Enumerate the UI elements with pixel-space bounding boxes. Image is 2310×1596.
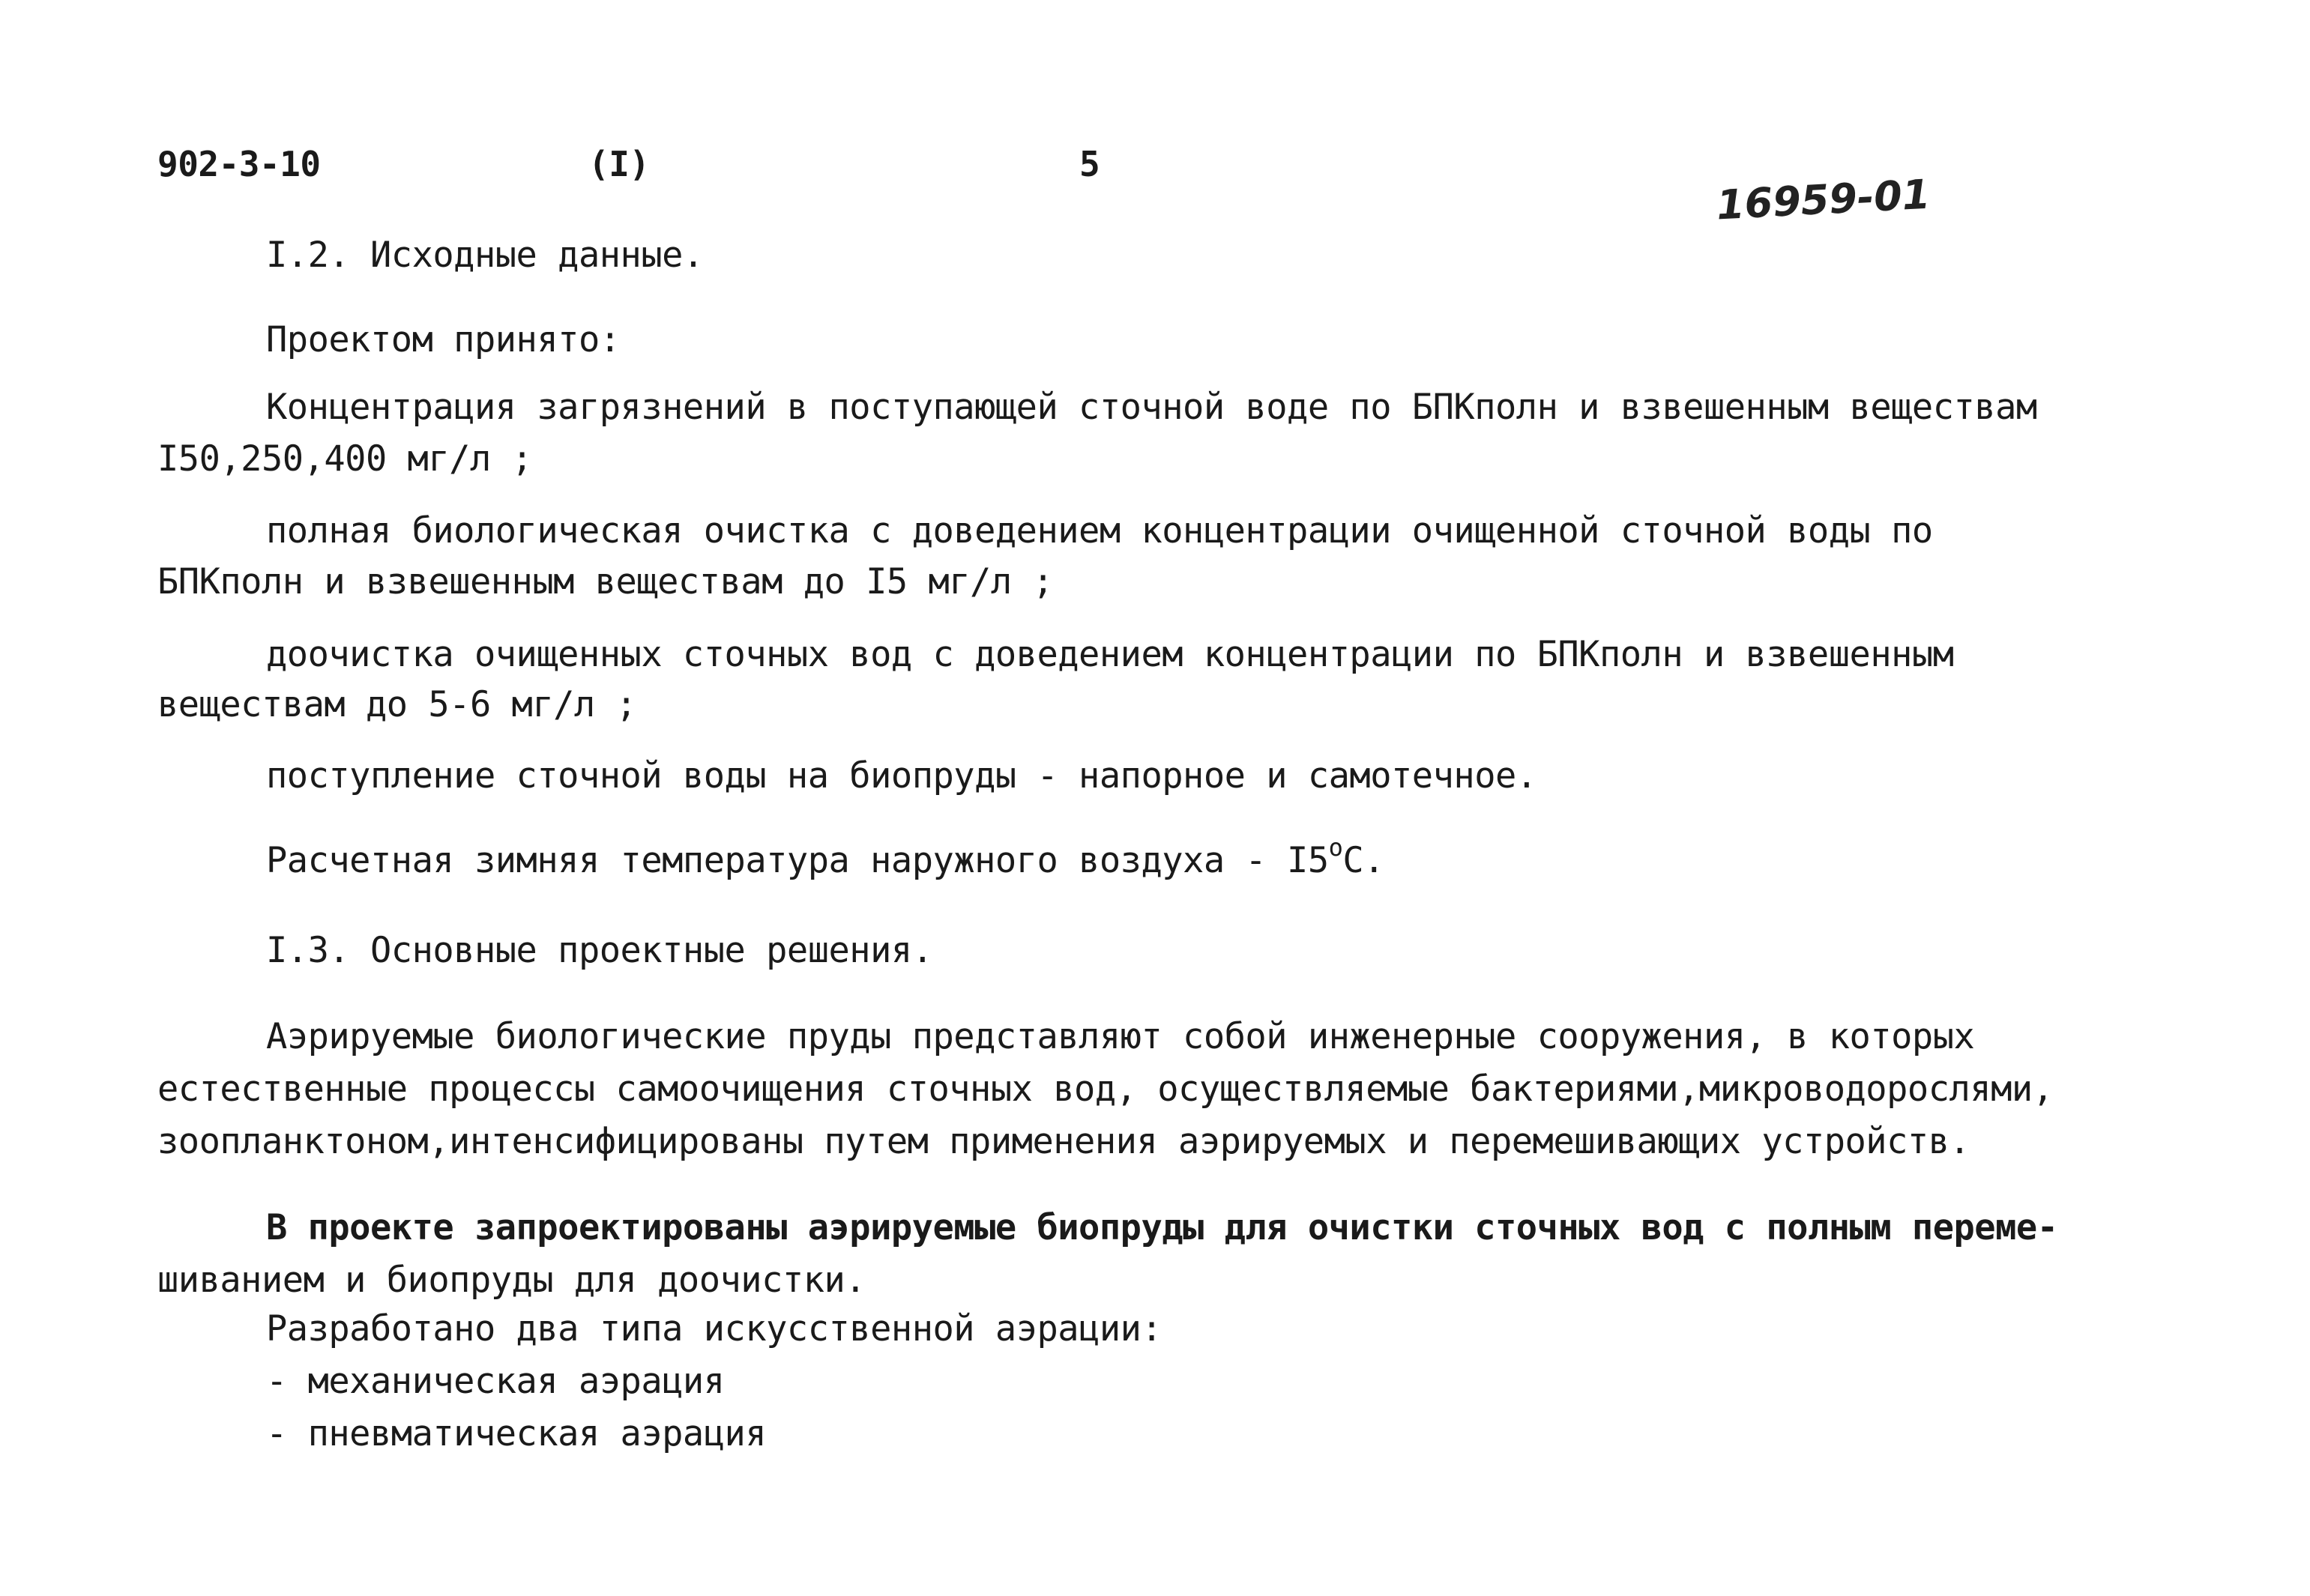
design-paragraph-line-2: шиванием и биопруды для доочистки. bbox=[157, 1260, 866, 1301]
post-treatment-line-2: веществам до 5-6 мг/л ; bbox=[157, 684, 637, 725]
album-number: (I) bbox=[588, 144, 650, 184]
winter-temperature bbox=[266, 833, 1384, 883]
handwritten-inventory-number: 16959-01 bbox=[1715, 170, 1931, 229]
full-treatment-line-1: полная биологическая очистка с доведением концентрации очищенной сточной воды по bbox=[266, 510, 1933, 551]
concentration-paragraph-line-1: Концентрация загрязнений в поступающей сточной воде по БПКполн и взвешенным веществам bbox=[266, 387, 2037, 428]
winter-temperature-text: Расчетная зимняя температура наружного воздуха - I5 bbox=[266, 840, 1329, 881]
section-title-1-3: I.3. Основные проектные решения. bbox=[266, 930, 933, 971]
design-paragraph-line-1: В проекте запроектированы аэрируемые биопруды для очистки сточных вод с полным переме- bbox=[266, 1207, 2058, 1248]
concentration-paragraph-line-2: I50,250,400 мг/л ; bbox=[157, 438, 533, 480]
post-treatment-line-1: доочистка очищенных сточных вод с доведением концентрации по БПКполн и взвешенным bbox=[266, 634, 1954, 675]
ponds-paragraph-line-2: естественные процессы самоочищения сточных вод, осуществляемые бактериями,микроводорослями, bbox=[157, 1068, 2054, 1110]
aeration-intro: Разработано два типа искусственной аэрации: bbox=[266, 1308, 1162, 1349]
degree-sign: o bbox=[1328, 833, 1343, 862]
page-number: 5 bbox=[1079, 144, 1100, 184]
inflow-text: поступление сточной воды на биопруды - напорное и самотечное. bbox=[266, 755, 1537, 797]
ponds-paragraph-line-1: Аэрируемые биологические пруды представляют собой инженерные сооружения, в которых bbox=[266, 1016, 1975, 1057]
aeration-type-pneumatic: - пневматическая аэрация bbox=[266, 1413, 767, 1454]
ponds-paragraph-line-3: зоопланктоном,интенсифицированы путем применения аэрируемых и перемешивающих устройств. bbox=[157, 1121, 1970, 1162]
full-treatment-line-2: БПКполн и взвешенным веществам до I5 мг/л ; bbox=[157, 561, 1054, 602]
document-code: 902-3-10 bbox=[157, 144, 321, 184]
section-title-1-2: I.2. Исходные данные. bbox=[266, 235, 704, 276]
temperature-unit: C. bbox=[1342, 840, 1384, 881]
intro-text: Проектом принято: bbox=[266, 319, 621, 360]
aeration-type-mechanical: - механическая аэрация bbox=[266, 1361, 725, 1402]
